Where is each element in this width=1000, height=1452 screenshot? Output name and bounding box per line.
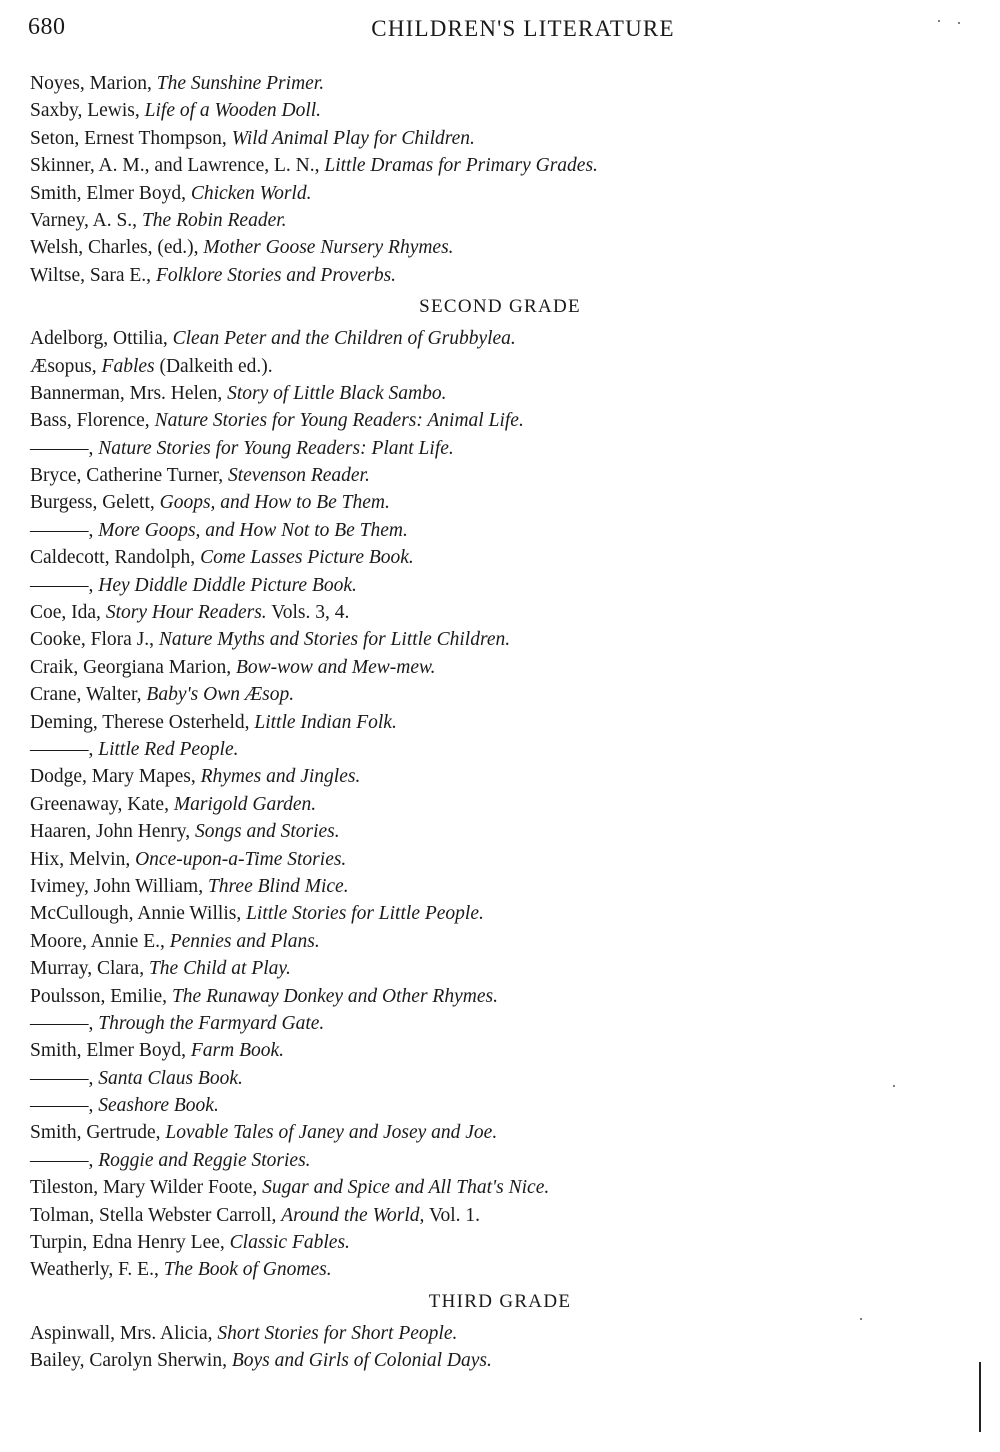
bibliography-entry [30,1174,970,1201]
entry-author: Poulsson, Emilie, [30,985,172,1007]
bibliography-entry [30,955,970,982]
bibliography-entry [30,626,970,653]
bibliography-entry [30,709,970,736]
entry-title: Wild Animal Play for Children. [231,127,475,149]
entry-author: McCullough, Annie Willis, [30,903,247,925]
entry-author: Wiltse, Sara E., [30,264,156,286]
bibliography-entry [30,736,970,763]
bibliography-entry [30,97,970,124]
entry-title: Rhymes and Jingles. [200,766,361,788]
entry-title: Little Indian Folk. [254,711,397,733]
entry-title: Through the Farmyard Gate. [98,1012,325,1034]
bibliography-entry [30,928,970,955]
bibliography-entry [30,262,970,289]
bibliography-entry [30,1229,970,1256]
bibliography-entry [30,763,970,790]
entry-title: Story of Little Black Sambo. [227,382,447,404]
entry-title: Roggie and Reggie Stories. [98,1149,311,1171]
entry-title: Farm Book. [190,1040,285,1062]
bibliography-entry [30,654,970,681]
entry-title: Nature Myths and Stories for Little Children. [158,629,511,651]
entry-author: ———, [30,1012,99,1034]
bibliography-entry [30,353,970,380]
entry-title: Fables [101,355,155,377]
entry-author: ———, [30,1095,99,1117]
bibliography-entry [30,517,970,544]
entry-title: Life of a Wooden Doll. [144,100,322,122]
bibliography-entry [30,70,970,97]
bibliography-entry [30,1202,970,1229]
scan-speck [938,20,940,22]
bibliography-entry [30,234,970,261]
entry-author: Murray, Clara, [30,958,149,980]
bibliography-entry [30,152,970,179]
entry-title: Nature Stories for Young Readers: Animal Life. [154,410,524,432]
entry-note: Vol. 1. [424,1204,481,1226]
bibliography-entry [30,1065,970,1092]
entry-title: Goops, and How to Be Them. [159,492,390,514]
entry-author: ———, [30,519,99,541]
entry-title: Pennies and Plans. [169,930,320,952]
entry-title: Songs and Stories. [194,821,340,843]
bibliography-entry [30,873,970,900]
entry-title: Little Dramas for Primary Grades. [324,155,598,177]
entry-title: Hey Diddle Diddle Picture Book. [98,574,357,596]
entry-author: Deming, Therese Osterheld, [30,711,255,733]
running-head: CHILDREN'S LITERATURE [371,16,675,41]
entry-title: Marigold Garden. [173,793,317,815]
entry-author: ———, [30,1067,99,1089]
entry-author: Craik, Georgiana Marion, [30,656,236,678]
entry-title: Boys and Girls of Colonial Days. [231,1350,492,1372]
entry-title: Once-upon-a-Time Stories. [135,848,347,870]
entry-author: ———, [30,1149,99,1171]
entry-title: Seashore Book. [98,1095,219,1117]
entry-title: Little Red People. [98,738,239,760]
entry-title: Stevenson Reader. [227,465,370,487]
entry-title: Three Blind Mice. [207,875,349,897]
bibliography-entry [30,818,970,845]
entry-note: Vols. 3, 4. [266,602,350,624]
bibliography-entry [30,325,970,352]
entry-author: Tileston, Mary Wilder Foote, [30,1177,263,1199]
entry-title: The Sunshine Primer. [156,73,325,94]
bibliography-entry [30,983,970,1010]
bibliography-entry [30,489,970,516]
entry-author: Smith, Gertrude, [30,1122,166,1144]
entry-author: Burgess, Gelett, [30,492,160,514]
entry-title: Short Stories for Short People. [217,1322,458,1344]
page-header [28,14,978,48]
bibliography [30,70,970,1375]
entry-title: Classic Fables. [229,1232,350,1254]
bibliography-entry [30,1147,970,1174]
entry-title: Story Hour Readers. [105,602,267,624]
entry-title: Little Stories for Little People. [246,903,484,925]
bibliography-entry [30,407,970,434]
entry-author: Seton, Ernest Thompson, [30,127,232,149]
entry-title: Lovable Tales of Janey and Josey and Joe. [165,1122,498,1144]
entry-title: The Robin Reader. [141,209,287,231]
entry-author: Varney, A. S., [30,209,142,231]
bibliography-entry [30,125,970,152]
bibliography-entry [30,1347,970,1374]
bibliography-entry [30,846,970,873]
bibliography-entry [30,1037,970,1064]
second-grade-heading: SECOND GRADE [419,296,581,318]
entry-author: Saxby, Lewis, [30,100,145,122]
bibliography-entry [30,180,970,207]
entry-author: ———, [30,738,99,760]
bibliography-entry [30,900,970,927]
entry-author: Greenaway, Kate, [30,793,174,815]
third-grade-list [30,1320,970,1375]
bibliography-entry [30,1010,970,1037]
scan-speck [958,22,960,24]
entry-title: Nature Stories for Young Readers: Plant Life. [98,437,454,459]
entry-author: Coe, Ida, [30,602,106,624]
entry-author: Weatherly, F. E., [30,1259,164,1281]
entry-author: ———, [30,437,99,459]
bibliography-entry [30,599,970,626]
entry-author: Smith, Elmer Boyd, [30,1040,191,1062]
entry-author: Crane, Walter, [30,684,147,706]
page-number: 680 [28,14,66,40]
page-edge-mark [979,1362,981,1432]
entry-author: Smith, Elmer Boyd, [30,182,191,204]
entry-title: Santa Claus Book. [98,1067,243,1089]
third-grade-heading: THIRD GRADE [428,1290,572,1312]
entry-title: The Runaway Donkey and Other Rhymes. [171,985,498,1007]
bibliography-entry [30,1092,970,1119]
bibliography-entry [30,435,970,462]
entry-title: Sugar and Spice and All That's Nice. [262,1177,550,1199]
scan-speck [860,1318,862,1320]
entry-author: Ivimey, John William, [30,875,208,897]
entry-title: Bow-wow and Mew-mew. [235,656,436,678]
entry-title: Around the World, [281,1204,425,1226]
entry-author: Skinner, A. M., and Lawrence, L. N., [30,155,325,177]
entry-title: The Child at Play. [148,958,291,980]
entry-author: Caldecott, Randolph, [30,547,201,569]
entry-title: Chicken World. [190,182,312,204]
entry-author: Noyes, Marion, [30,73,157,94]
entry-title: More Goops, and How Not to Be Them. [98,519,408,541]
entry-title: The Book of Gnomes. [163,1259,332,1281]
entry-author: Haaren, John Henry, [30,821,195,843]
bibliography-entry [30,791,970,818]
entry-author: Adelborg, Ottilia, [30,328,173,350]
entry-author: Bannerman, Mrs. Helen, [30,382,228,404]
bibliography-entry [30,462,970,489]
bibliography-entry [30,207,970,234]
entry-author: Welsh, Charles, (ed.), [30,237,204,259]
entry-title: Clean Peter and the Children of Grubbylea. [172,328,516,350]
bibliography-entry [30,380,970,407]
entry-author: Æsopus, [30,355,102,377]
entry-note: (Dalkeith ed.). [154,355,273,377]
bibliography-entry [30,1119,970,1146]
bibliography-entry [30,1320,970,1347]
scan-speck [893,1085,895,1087]
entry-author: Bailey, Carolyn Sherwin, [30,1350,232,1372]
entry-author: Aspinwall, Mrs. Alicia, [30,1322,218,1344]
entry-title: Folklore Stories and Proverbs. [155,264,397,286]
entry-author: Bass, Florence, [30,410,155,432]
entry-title: Baby's Own Æsop. [146,684,295,706]
first-grade-continued-list [30,70,970,289]
entry-author: ———, [30,574,99,596]
bibliography-entry [30,572,970,599]
entry-author: Cooke, Flora J., [30,629,159,651]
entry-author: Moore, Annie E., [30,930,170,952]
entry-author: Dodge, Mary Mapes, [30,766,201,788]
entry-author: Turpin, Edna Henry Lee, [30,1232,230,1254]
entry-title: Come Lasses Picture Book. [200,547,414,569]
entry-author: Hix, Melvin, [30,848,136,870]
bibliography-entry [30,544,970,571]
entry-title: Mother Goose Nursery Rhymes. [203,237,454,259]
second-grade-list [30,325,970,1284]
bibliography-entry [30,681,970,708]
entry-author: Tolman, Stella Webster Carroll, [30,1204,282,1226]
bibliography-entry [30,1256,970,1283]
entry-author: Bryce, Catherine Turner, [30,465,228,487]
